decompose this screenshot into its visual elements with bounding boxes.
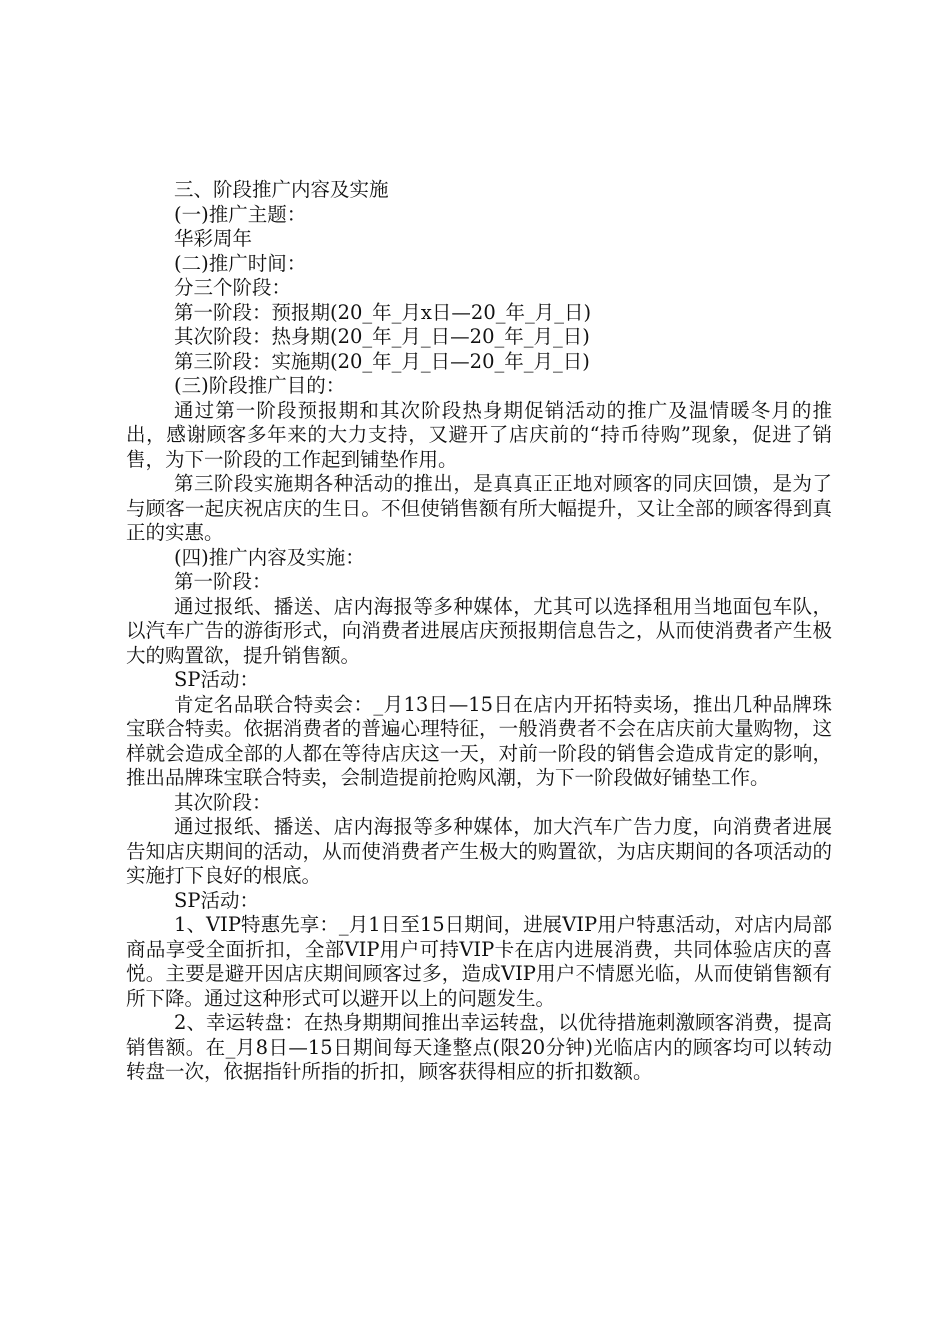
subheading-purpose: (三)阶段推广目的：	[174, 374, 346, 397]
stage-one-paragraph: 通过报纸、播送、店内海报等多种媒体，尤其可以选择租用当地面包车队，以汽车广告的游街形式，向消费者进展店庆预报期信息告之，从而使消费者产生极大的购置欲，提升销售额。	[126, 594, 832, 667]
purpose-paragraph-1: 通过第一阶段预报期和其次阶段热身期促销活动的推广及温情暖冬月的推出，感谢顾客多年来的大力支持，又避开了店庆前的“持币待购”现象，促进了销售，为下一阶段的工作起到铺垫作用。	[126, 398, 832, 471]
stage-three-line: 第三阶段：实施期(20_年_月_日—20_年_月_日)	[174, 349, 590, 373]
stage-two-paragraph: 通过报纸、播送、店内海报等多种媒体，加大汽车广告力度，向消费者进展告知店庆期间的活动，从而使消费者产生极大的购置欲，为店庆期间的各项活动的实施打下良好的根底。	[126, 815, 832, 887]
sp-activity-paragraph-1: 肯定名品联合特卖会：_月13日—15日在店内开拓特卖场，推出几种品牌珠宝联合特卖。依据消费者的普遍心理特征，一般消费者不会在店庆前大量购物，这样就会造成全部的人都在等待店庆这一天，对前一阶段的销售会造成肯定的影响，推出品牌珠宝联合特卖，会制造提前抢购风潮，为下一阶段做好铺垫工作。	[126, 692, 832, 789]
subheading-theme: (一)推广主题：	[174, 202, 307, 226]
stage-one-line: 第一阶段：预报期(20_年_月x日—20_年_月_日)	[174, 300, 592, 324]
subheading-time: (二)推广时间：	[174, 251, 307, 275]
purpose-paragraph-2: 第三阶段实施期各种活动的推出，是真真正正地对顾客的同庆回馈，是为了与顾客一起庆祝店庆的生日。不但使销售额有所大幅提升，又让全部的顾客得到真正的实惠。	[126, 472, 832, 544]
section-heading: 三、阶段推广内容及实施	[174, 178, 389, 201]
stages-intro: 分三个阶段：	[174, 276, 292, 299]
vip-paragraph: 1、VIP特惠先享：_月1日至15日期间，进展VIP用户特惠活动，对店内局部商品享受全面折扣，全部VIP用户可持VIP卡在店内进展消费，共同体验店庆的喜悦。主要是避开因店庆期间顾客过多，造成VIP用户不情愿光临，从而使销售额有所下降。通过这种形式可以避开以上的问题发生。	[126, 913, 832, 1010]
document-page	[126, 178, 832, 1085]
lucky-wheel-paragraph: 2、幸运转盘：在热身期期间推出幸运转盘，以优待措施刺激顾客消费，提高销售额。在_月8日—15日期间每天逢整点(限20分钟)光临店内的顾客均可以转动转盘一次，依据指针所指的折扣，顾客获得相应的折扣数额。	[126, 1011, 832, 1083]
stage-one-title: 第一阶段：	[174, 570, 272, 593]
subheading-content: (四)推广内容及实施：	[174, 545, 365, 569]
theme-text: 华彩周年	[174, 227, 253, 250]
stage-two-line: 其次阶段：热身期(20_年_月_日—20_年_月_日)	[174, 325, 590, 348]
stage-two-title: 其次阶段：	[174, 790, 272, 814]
sp-activity-title-2: SP活动：	[174, 888, 259, 912]
sp-activity-title-1: SP活动：	[174, 668, 259, 691]
